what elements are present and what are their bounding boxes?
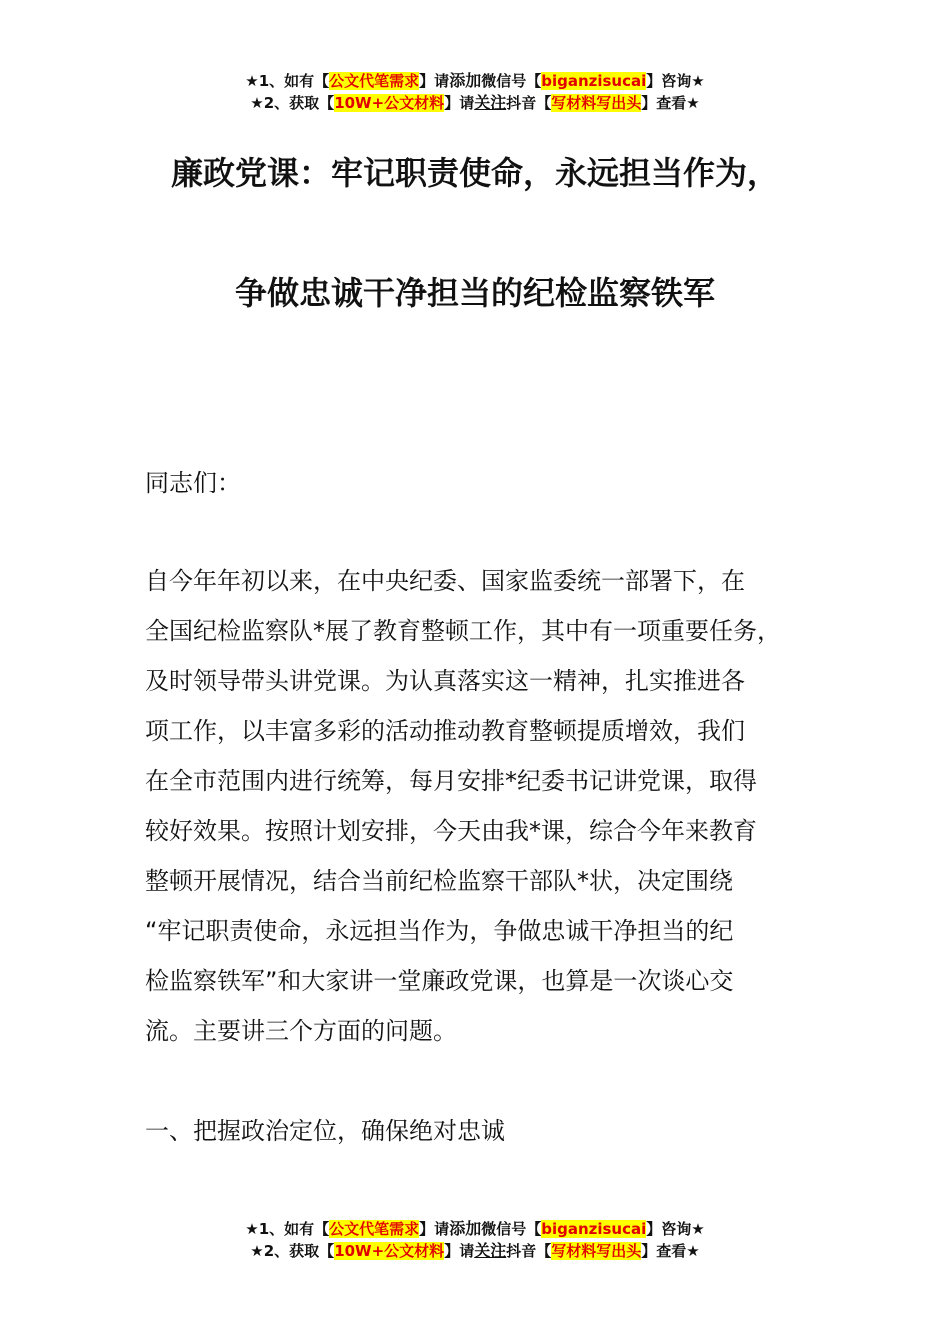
promo-text: 】查看★ — [641, 94, 700, 112]
promo-text: 】咨询★ — [646, 1220, 705, 1238]
greeting: 同志们： — [145, 469, 241, 497]
paragraph-line: 较好效果。按照计划安排，今天由我*课，综合今年来教育 — [145, 817, 757, 845]
promo-highlight: 10W+公文材料 — [334, 94, 445, 112]
promo-text: 】咨询★ — [646, 72, 705, 90]
promo-line-1 — [0, 70, 950, 92]
promo-highlight: 10W+公文材料 — [334, 1242, 445, 1260]
promo-wechat-id: biganzisucai — [541, 72, 647, 90]
promo-line-2 — [0, 1240, 950, 1262]
footer-promo-banner — [0, 1218, 950, 1262]
promo-text: ★2、获取【 — [250, 94, 335, 112]
promo-text: 】请 — [444, 94, 475, 112]
paragraph-line: 及时领导带头讲党课。为认真落实这一精神，扎实推进各 — [145, 667, 745, 695]
promo-highlight: 公文代笔需求 — [329, 72, 420, 90]
document-title-line-2: 争做忠诚干净担当的纪检监察铁军 — [234, 274, 715, 312]
body-paragraph — [145, 556, 835, 1056]
paragraph-line: 流。主要讲三个方面的问题。 — [145, 1017, 457, 1045]
paragraph-line: 在全市范围内进行统筹，每月安排*纪委书记讲党课，取得 — [145, 767, 757, 795]
paragraph-line: 全国纪检监察队*展了教育整顿工作，其中有一项重要任务， — [145, 617, 781, 645]
promo-text: 微信号【 — [481, 72, 542, 90]
paragraph-line: 项工作，以丰富多彩的活动推动教育整顿提质增效，我们 — [145, 717, 745, 745]
paragraph-line: 检监察铁军”和大家讲一堂廉政党课，也算是一次谈心交 — [145, 967, 734, 995]
section-heading-1: 一、把握政治定位，确保绝对忠诚 — [145, 1117, 505, 1145]
promo-douyin-name: 写材料写出头 — [551, 94, 642, 112]
promo-text: ★1、如有【 — [245, 72, 330, 90]
promo-line-2 — [0, 92, 950, 114]
promo-emphasis: 关注 — [474, 1241, 507, 1260]
promo-text: 】请 — [444, 1242, 475, 1260]
promo-text: ★1、如有【 — [245, 1220, 330, 1238]
promo-text: 】查看★ — [641, 1242, 700, 1260]
promo-emphasis: 添加 — [449, 1219, 482, 1238]
header-promo-banner — [0, 70, 950, 114]
promo-highlight: 公文代笔需求 — [329, 1220, 420, 1238]
promo-line-1 — [0, 1218, 950, 1240]
promo-wechat-id: biganzisucai — [541, 1220, 647, 1238]
paragraph-line: “牢记职责使命，永远担当作为，争做忠诚干净担当的纪 — [145, 917, 734, 945]
promo-douyin-name: 写材料写出头 — [551, 1242, 642, 1260]
promo-text: 抖音【 — [506, 94, 552, 112]
promo-text: 抖音【 — [506, 1242, 552, 1260]
paragraph-line: 自今年年初以来，在中央纪委、国家监委统一部署下，在 — [145, 567, 745, 595]
promo-text: 微信号【 — [481, 1220, 542, 1238]
promo-text: ★2、获取【 — [250, 1242, 335, 1260]
promo-emphasis: 添加 — [449, 71, 482, 90]
promo-text: 】请 — [419, 1220, 450, 1238]
document-title-line-1: 廉政党课：牢记职责使命，永远担当作为， — [170, 154, 779, 192]
promo-emphasis: 关注 — [474, 93, 507, 112]
paragraph-line: 整顿开展情况，结合当前纪检监察干部队*状，决定围绕 — [145, 867, 733, 895]
promo-text: 】请 — [419, 72, 450, 90]
